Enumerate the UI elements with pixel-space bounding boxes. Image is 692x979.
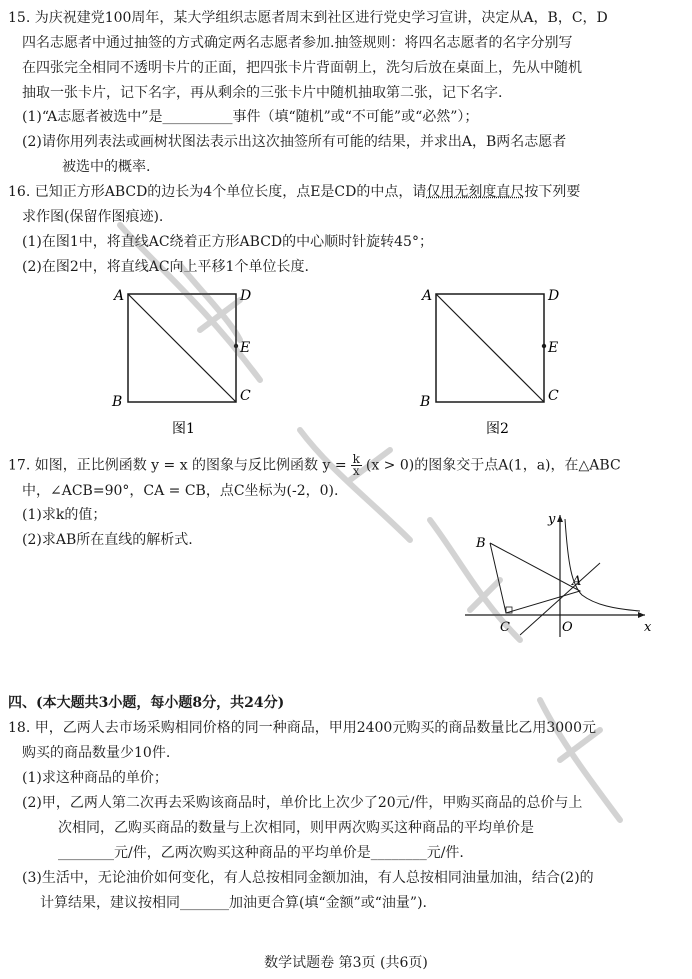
q18-line-1: 18. 甲，乙两人去市场采购相同价格的同一种商品，甲用2400元购买的商品数量比乙用3000元 xyxy=(8,720,596,736)
fig1-point-e xyxy=(234,344,238,348)
q18-part-3b: 计算结果，建议按相同_______加油更合算(填“金额”或“油量”). xyxy=(40,895,428,911)
q15-line-4: 抽取一张卡片，记下名字，再从剩余的三张卡片中随机抽取第二张，记下名字. xyxy=(22,85,503,101)
fig2-label-b: B xyxy=(420,394,431,410)
q17-line-2: 中，∠ACB=90°，CA = CB，点C坐标为(-2，0). xyxy=(22,483,339,499)
q17-fraction xyxy=(351,454,362,477)
page-footer: 数学试题卷 第3页 (共6页) xyxy=(264,955,428,971)
fig2-label-a: A xyxy=(422,288,433,304)
q16-line-1 xyxy=(8,182,580,202)
x-axis-arrow xyxy=(638,612,645,618)
q18-part-2a: (2)甲，乙两人第二次再去采购该商品时，单价比上次少了20元/件，甲购买商品的总价与上 xyxy=(22,795,583,811)
graph-label-x: x xyxy=(644,620,652,635)
fig2-label-e: E xyxy=(548,340,559,356)
q15-line-2: 四名志愿者中通过抽签的方式确定两名志愿者参加.抽签规则：将四名志愿者的名字分别写 xyxy=(22,35,573,51)
fig2-label-c: C xyxy=(548,388,559,404)
graph-label-o: O xyxy=(562,620,573,635)
q17-part-2: (2)求AB所在直线的解析式. xyxy=(22,532,193,548)
graph-label-y: y xyxy=(548,512,556,527)
fig1-diagonal-ac xyxy=(128,294,236,402)
q16-emphasis: 仅用无刻度直尺 xyxy=(426,184,525,200)
graph-label-b: B xyxy=(476,536,486,551)
q15-part-2b: 被选中的概率. xyxy=(62,159,151,175)
q18-line-2: 购买的商品数量少10件. xyxy=(22,745,171,761)
fig1-label-e: E xyxy=(240,340,251,356)
q16-line-1c: 按下列要 xyxy=(524,184,581,200)
fig2-diagonal-ac xyxy=(436,294,544,402)
q16-part-1: (1)在图1中，将直线AC绕着正方形ABCD的中心顺时针旋转45°； xyxy=(22,234,433,250)
fig1-caption: 图1 xyxy=(172,421,195,437)
fig2-point-e xyxy=(542,344,546,348)
q16-line-1a: 16. 已知正方形ABCD的边长为4个单位长度，点E是CD的中点，请 xyxy=(8,184,427,200)
q17-part-1: (1)求k的值； xyxy=(22,507,107,523)
q18-part-2c: ________元/件，乙两次购买这种商品的平均单价是________元/件. xyxy=(58,845,464,861)
graph-label-c: C xyxy=(500,620,510,635)
fig1-label-a: A xyxy=(114,288,125,304)
graph-label-a: A xyxy=(572,574,582,589)
fig1-label-d: D xyxy=(240,288,252,304)
q18-part-1: (1)求这种商品的单价； xyxy=(22,770,168,786)
q17-line-1 xyxy=(8,454,621,477)
q17-graph xyxy=(460,505,660,640)
section-4-title: 四、(本大题共3小题，每小题8分，共24分) xyxy=(8,695,285,711)
fig1-label-b: B xyxy=(112,394,123,410)
y-axis-arrow xyxy=(557,515,563,522)
fig2-caption: 图2 xyxy=(486,421,509,437)
q15-line-3: 在四张完全相同不透明卡片的正面，把四张卡片背面朝上，洗匀后放在桌面上，先从中随机 xyxy=(22,60,582,76)
q18-part-3a: (3)生活中，无论油价如何变化，有人总按相同金额加油，有人总按相同油量加油，结合(2)的 xyxy=(22,870,594,886)
q17-fraction-num: k xyxy=(352,452,360,466)
q17-line-1b: (x > 0)的图象交于点A(1，a)，在△ABC xyxy=(365,457,621,474)
hyperbola-curve xyxy=(565,519,640,611)
q17-fraction-den: x xyxy=(352,464,360,478)
fig2-label-d: D xyxy=(548,288,560,304)
triangle-abc xyxy=(490,543,580,613)
q15-part-2a: (2)请你用列表法或画树状图法表示出这次抽签所有可能的结果，并求出A，B两名志愿者 xyxy=(22,134,567,150)
q15-part-1: (1)“A志愿者被选中”是__________事件（填“随机”或“不可能”或“必然”）； xyxy=(22,109,479,125)
fig1-label-c: C xyxy=(240,388,251,404)
q17-line-1a: 17. 如图，正比例函数 y = x 的图象与反比例函数 y = xyxy=(8,457,347,474)
q15-line-1: 15. 为庆祝建党100周年，某大学组织志愿者周末到社区进行党史学习宣讲，决定从A，B，C，D xyxy=(8,10,608,26)
figure-2 xyxy=(408,280,588,440)
q18-part-2b: 次相同，乙购买商品的数量与上次相同，则甲两次购买这种商品的平均单价是 xyxy=(58,820,534,836)
q16-part-2: (2)在图2中，将直线AC向上平移1个单位长度. xyxy=(22,259,309,275)
q16-line-2: 求作图(保留作图痕迹). xyxy=(22,209,164,225)
figure-1 xyxy=(100,280,280,440)
